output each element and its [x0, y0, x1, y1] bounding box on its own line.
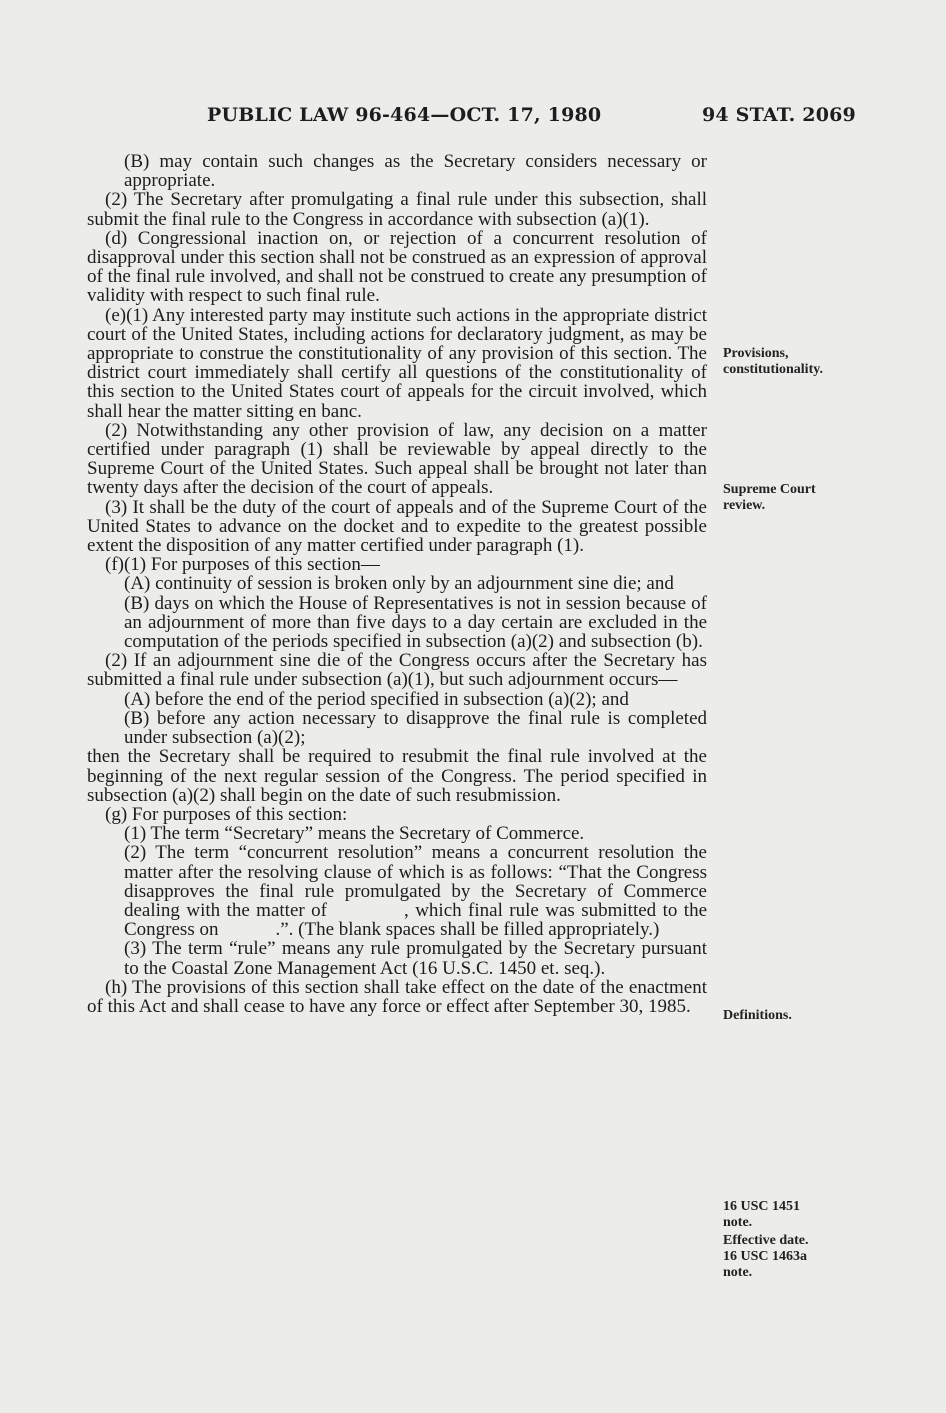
paragraph-f2b-before-action: (B) before any action necessary to disapprove the final rule is completed under subsection (a)(2); — [124, 707, 707, 749]
margin-note-supreme-court: Supreme Court review. — [723, 482, 816, 513]
paragraph-e2-appeal: (2) Notwithstanding any other provision of law, any decision on a matter certified under paragraph (1) shall be reviewable by appeal directly to the Supreme Court of the United States. Such appeal shall be brought not later than twenty days after the decision of the court of appeals. — [87, 419, 707, 499]
paragraph-f2-adjournment: (2) If an adjournment sine die of the Congress occurs after the Secretary has submitted a final rule under subsection (a)(1), but such adjournment occurs— — [87, 650, 707, 691]
statute-page-number: 94 STAT. 2069 — [702, 104, 856, 126]
running-header-title: PUBLIC LAW 96-464—OCT. 17, 1980 — [207, 104, 602, 126]
paragraph-f2a-before-end: (A) before the end of the period specified in subsection (a)(2); and — [124, 688, 629, 710]
margin-note-definitions: Definitions. — [723, 1008, 792, 1023]
margin-note-provisions: Provisions, constitutionality. — [723, 346, 823, 377]
paragraph-b-changes: (B) may contain such changes as the Secretary considers necessary or appropriate. — [124, 151, 707, 192]
paragraph-f2-resubmit: then the Secretary shall be required to resubmit the final rule involved at the beginning of the next regular session of the Congress. The period specified in subsection (a)(2) shall begin on the date of such resubmission. — [87, 746, 707, 806]
paragraph-f1a-continuity: (A) continuity of session is broken only by an adjournment sine die; and — [124, 573, 674, 595]
margin-note-16usc1463a: 16 USC 1463a note. — [723, 1249, 808, 1280]
paragraph-d-inaction: (d) Congressional inaction on, or rejection of a concurrent resolution of disapproval under this section shall not be construed as an expression of approval of the final rule involved, and shall not be construed to create any presumption of validity with respect to such final rule. — [87, 227, 707, 307]
margin-note-effective-date: Effective date. — [723, 1233, 809, 1248]
paragraph-e1-actions: (e)(1) Any interested party may institute such actions in the appropriate district court of the United States, including actions for declaratory judgment, as may be appropriate to construe the constitutionality of any provision of this section. The district court immediately shall certify all questions of the constitutionality of this section to the United States court of appeals for the circuit involved, which shall hear the matter sitting en banc. — [87, 304, 707, 422]
paragraph-g-heading: (g) For purposes of this section: — [105, 803, 348, 825]
paragraph-f1b-days: (B) days on which the House of Representatives is not in session because of an adjournment of more than five days to a day certain are excluded in the computation of the periods specified in subsection (a)(2) and subsection (b). — [124, 592, 707, 653]
paragraph-c2-submit: (2) The Secretary after promulgating a final rule under this subsection, shall submit the final rule to the Congress in accordance with subsection (a)(1). — [87, 189, 707, 230]
paragraph-g3-rule: (3) The term “rule” means any rule promulgated by the Secretary pursuant to the Coastal Zone Management Act (16 U.S.C. 1450 et. seq.). — [124, 938, 707, 979]
statute-body — [87, 151, 712, 1017]
margin-note-16usc1451: 16 USC 1451 note. — [723, 1199, 801, 1230]
paragraph-g2-concurrent-resolution: (2) The term “concurrent resolution” means a concurrent resolution the matter after the resolving clause of which is as follows: “That the Congress disapproves the final rule promulgated by the Secretary of Commerce dealing with the matter of , which final rule was submitted to the Congress on .”. (The blank spaces shall be filled appropriately.) — [124, 842, 712, 941]
paragraph-h-effective: (h) The provisions of this section shall take effect on the date of the enactment of this Act and shall cease to have any force or effect after September 30, 1985. — [87, 976, 707, 1017]
paragraph-g1-secretary: (1) The term “Secretary” means the Secretary of Commerce. — [124, 823, 585, 845]
paragraph-e3-docket: (3) It shall be the duty of the court of appeals and of the Supreme Court of the United States to advance on the docket and to expedite to the greatest possible extent the disposition of any matter certified under paragraph (1). — [87, 496, 707, 557]
paragraph-f1-heading: (f)(1) For purposes of this section— — [105, 554, 380, 576]
